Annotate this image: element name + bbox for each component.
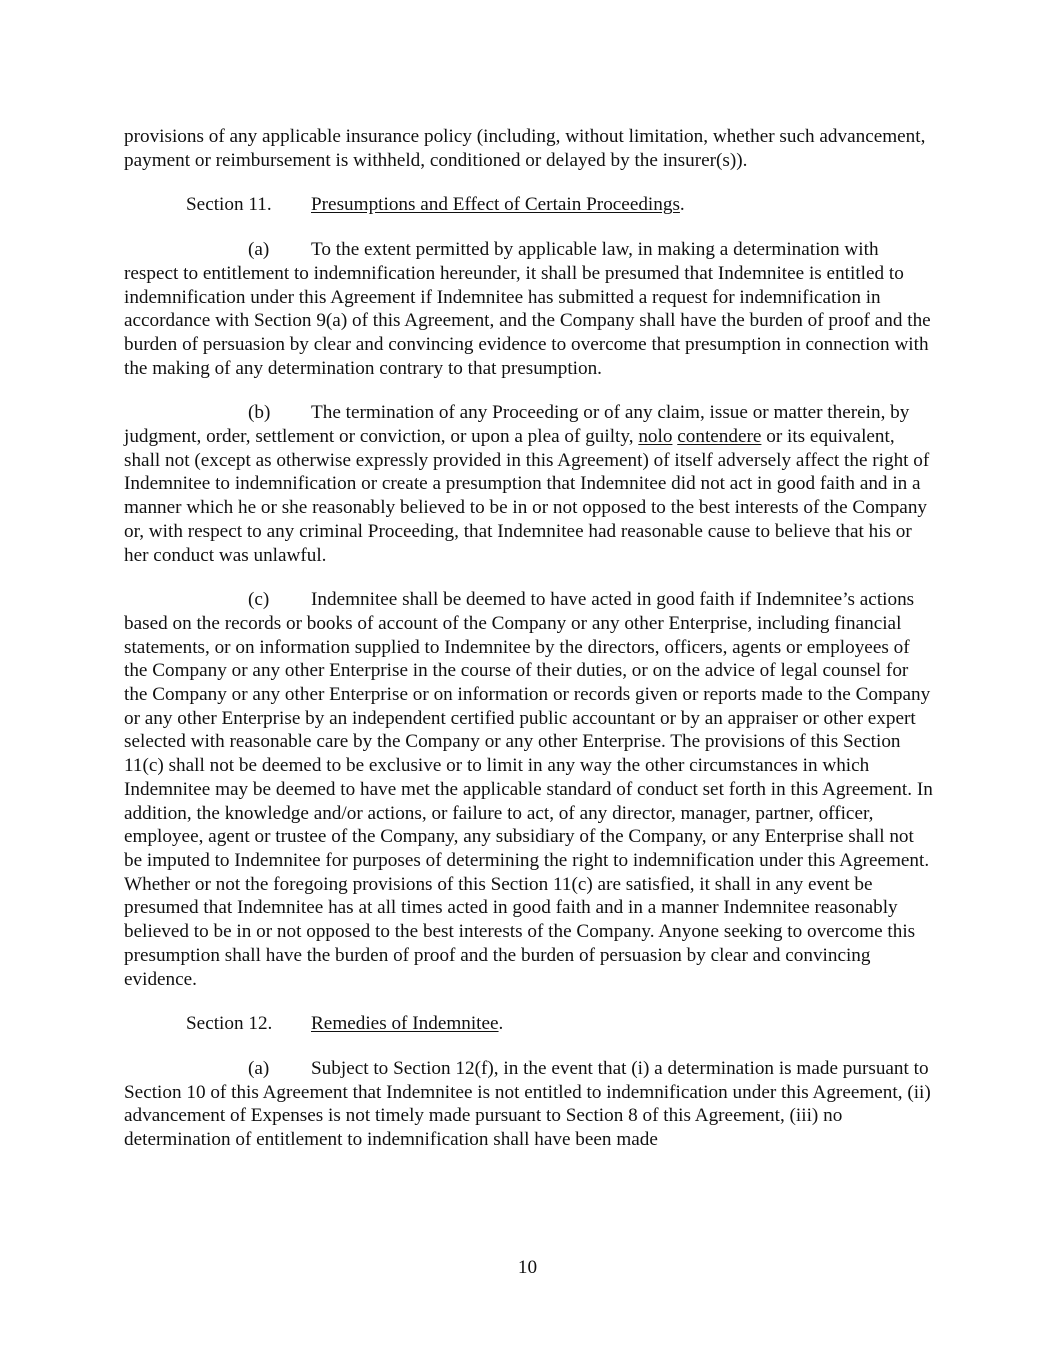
section-12-a-paragraph [124,1057,934,1152]
section-11-b-label: (b) [248,402,271,424]
section-11-c-text: Indemnitee shall be deemed to have acted in good faith if Indemnitee’s actions based on the records or books of account of the Company or any other Enterprise, including financial statements, or on information supplied to Indemnitee by the directors, officers, agents or employees of the Company or any other Enterprise in the course of their duties, or on the advice of legal counsel for the Company or any other Enterprise or on information or records given or reports made to the Company or any other Enterprise by an independent certified public accountant or by an appraiser or other expert selected with reasonable care by the Company or any other Enterprise. The provisions of this Section 11(c) shall not be deemed to be exclusive or to limit in any way the other circumstances in which Indemnitee may be deemed to have met the applicable standard of conduct set forth in this Agreement. In addition, the knowledge and/or actions, or failure to act, of any director, manager, partner, officer, employee, agent or trustee of the Company, any subsidiary of the Company, or any Enterprise shall not be imputed to Indemnitee for purposes of determining the right to indemnification under this Agreement. Whether or not the foregoing provisions of this Section 11(c) are satisfied, it shall in any event be presumed that Indemnitee has at all times acted in good faith and in a manner Indemnitee reasonably believed to be in or not opposed to the best interests of the Company. Anyone seeking to overcome this presumption shall have the burden of proof and the burden of persuasion by clear and convincing evidence. [124,589,933,990]
section-11-a-text: To the extent permitted by applicable law, in making a determination with respect to entitlement to indemnification hereunder, it shall be presumed that Indemnitee is entitled to indemnification under this Agreement if Indemnitee has submitted a request for indemnification in accordance with Section 9(a) of this Agreement, and the Company shall have the burden of proof and the burden of persuasion by clear and convincing evidence to overcome that presumption in connection with the making of any determination contrary to that presumption. [124,239,931,379]
section-11-title-suffix: . [679,194,685,216]
section-11-a-paragraph [124,238,934,380]
section-12-title: Remedies of Indemnitee [311,1013,499,1035]
section-12-number: Section 12. [186,1013,273,1035]
section-12-heading [124,1012,934,1036]
section-11-a-label: (a) [248,239,270,261]
document-page [124,125,934,1152]
section-11-b-text-before: The termination of any Proceeding or of any claim, issue or matter therein, by judgment, order, settlement or conviction, or upon a plea of guilty, [124,402,910,448]
section-11-b-paragraph [124,401,934,567]
page-number: 10 [517,1257,538,1278]
section-11-b-text-after: or its equivalent, shall not (except as otherwise expressly provided in this Agreement) of itself adversely affect the right of Indemnitee to indemnification or create a presumption that Indemnitee did not act in good faith and in a manner which he or she reasonably believed to be in or not opposed to the best interests of the Company or, with respect to any criminal Proceeding, that Indemnitee had reasonable cause to believe that his or her conduct was unlawful. [124,426,930,566]
section-12-a-text: Subject to Section 12(f), in the event that (i) a determination is made pursuant to Section 10 of this Agreement that Indemnitee is not entitled to indemnification under this Agreement, (ii) advancement of Expenses is not timely made pursuant to Section 8 of this Agreement, (iii) no determination of entitlement to indemnification shall have been made [124,1057,931,1151]
section-12-a-label: (a) [248,1057,270,1079]
latin-term-contendere: contendere [677,426,762,448]
section-11-heading [124,193,934,217]
section-12-title-suffix: . [498,1013,504,1035]
section-11-number: Section 11. [186,194,272,216]
latin-term-nolo: nolo [638,426,673,448]
section-11-c-paragraph [124,588,934,991]
section-11-c-label: (c) [248,589,270,611]
continuation-paragraph: provisions of any applicable insurance policy (including, without limitation, whether such advancement, payment or reimbursement is withheld, conditioned or delayed by the insurer(s)). [124,126,926,171]
section-11-title: Presumptions and Effect of Certain Proceedings [311,194,680,216]
